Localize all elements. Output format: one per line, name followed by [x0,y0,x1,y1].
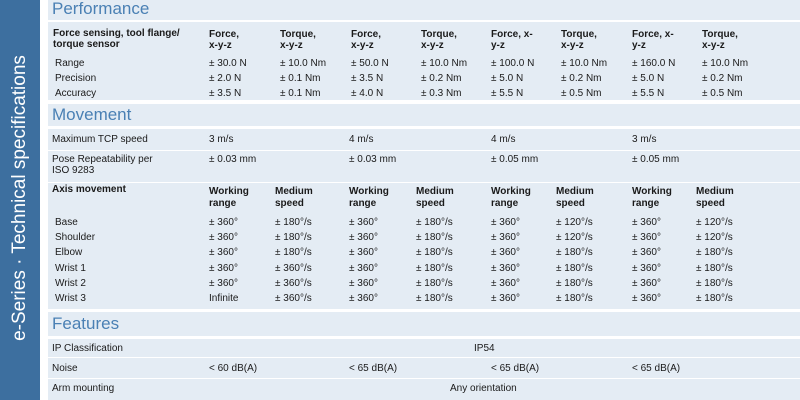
working-range-header-line2: range [632,198,660,209]
performance-col-header-line2: x-y-z [561,40,584,51]
axis-value: Infinite [209,293,239,304]
performance-value: ± 0.2 Nm [561,73,602,84]
axis-value: ± 360° [491,247,520,258]
noise-value: < 65 dB(A) [491,363,540,374]
axis-value: ± 180°/s [696,247,733,258]
force-sensing-label-line1: Force sensing, tool flange/ [53,28,180,39]
performance-value: ± 10.0 Nm [702,58,749,69]
performance-col-header-line1: Torque, [280,29,316,40]
axis-value: ± 360° [491,217,520,228]
performance-value: ± 30.0 N [209,58,247,69]
axis-value: ± 360° [491,293,520,304]
axis-name: Wrist 2 [55,278,86,289]
axis-value: ± 180°/s [416,247,453,258]
medium-speed-header-line2: speed [556,198,585,209]
axis-value: ± 180°/s [696,293,733,304]
arm-row-band [48,379,800,400]
working-range-header-line2: range [349,198,377,209]
ip-classification-label: IP Classification [52,343,123,354]
performance-value: ± 5.5 N [491,88,524,99]
axis-value: ± 180°/s [556,247,593,258]
performance-value: ± 5.5 N [632,88,665,99]
working-range-header-line1: Working [209,186,249,197]
axis-value: ± 120°/s [696,232,733,243]
sidebar [0,0,40,400]
performance-value: ± 10.0 Nm [280,58,327,69]
working-range-header-line1: Working [632,186,672,197]
performance-value: ± 0.1 Nm [280,73,321,84]
features-heading: Features [48,312,800,336]
performance-value: ± 4.0 N [351,88,384,99]
medium-speed-header-line2: speed [416,198,445,209]
medium-speed-header-line2: speed [696,198,725,209]
axis-value: ± 360° [491,278,520,289]
axis-value: ± 180°/s [696,263,733,274]
axis-value: ± 180°/s [556,263,593,274]
working-range-header-line2: range [209,198,237,209]
performance-row-label: Precision [55,73,97,84]
arm-mounting-value: Any orientation [450,383,517,394]
performance-col-header-line2: x-y-z [209,40,232,51]
axis-value: ± 120°/s [696,217,733,228]
pose-repeatability-label-line1: Pose Repeatability per [52,154,153,165]
performance-col-header-line2: x-y-z [351,40,374,51]
axis-name: Wrist 1 [55,263,86,274]
medium-speed-header-line1: Medium [556,186,594,197]
axis-value: ± 360° [349,263,378,274]
pose-repeatability-value: ± 0.03 mm [209,154,257,165]
axis-value: ± 360° [491,232,520,243]
performance-col-header-line1: Torque, [421,29,457,40]
performance-col-header-line2: x-y-z [702,40,725,51]
performance-value: ± 0.5 Nm [702,88,743,99]
axis-value: ± 360° [209,278,238,289]
performance-value: ± 0.5 Nm [561,88,602,99]
performance-col-header-line2: y-z [491,40,505,51]
axis-value: ± 360° [632,232,661,243]
axis-value: ± 120°/s [556,217,593,228]
performance-value: ± 100.0 N [491,58,535,69]
performance-value: ± 0.3 Nm [421,88,462,99]
performance-value: ± 5.0 N [632,73,665,84]
performance-value: ± 3.5 N [351,73,384,84]
noise-value: < 60 dB(A) [209,363,258,374]
performance-value: ± 10.0 Nm [561,58,608,69]
performance-col-header-line1: Force, x- [632,29,674,40]
movement-heading: Movement [48,104,800,126]
axis-value: ± 360° [491,263,520,274]
axis-value: ± 180°/s [556,278,593,289]
tcp-speed-value: 4 m/s [349,134,374,145]
tcp-speed-value: 3 m/s [209,134,234,145]
axis-value: ± 360° [632,247,661,258]
medium-speed-header-line1: Medium [696,186,734,197]
performance-col-header-line2: y-z [632,40,646,51]
performance-value: ± 0.2 Nm [702,73,743,84]
tcp-speed-value: 4 m/s [491,134,516,145]
performance-value: ± 50.0 N [351,58,389,69]
axis-value: ± 120°/s [556,232,593,243]
spec-sheet [48,0,800,400]
axis-value: ± 360° [349,293,378,304]
noise-value: < 65 dB(A) [349,363,398,374]
performance-value: ± 160.0 N [632,58,676,69]
tcp-speed-value: 3 m/s [632,134,657,145]
axis-value: ± 360°/s [275,278,312,289]
axis-value: ± 180°/s [416,232,453,243]
axis-name: Wrist 3 [55,293,86,304]
axis-value: ± 180°/s [416,217,453,228]
performance-value: ± 5.0 N [491,73,524,84]
tcp-row-band [48,129,800,150]
axis-value: ± 360° [349,278,378,289]
medium-speed-header-line2: speed [275,198,304,209]
axis-value: ± 360°/s [275,263,312,274]
axis-movement-label: Axis movement [52,184,126,195]
performance-value: ± 3.5 N [209,88,242,99]
noise-label: Noise [52,363,78,374]
axis-value: ± 180°/s [275,217,312,228]
performance-col-header-line1: Force, x- [491,29,533,40]
pose-row-band [48,151,800,182]
medium-speed-header-line1: Medium [416,186,454,197]
performance-col-header-line1: Torque, [702,29,738,40]
axis-value: ± 360° [209,247,238,258]
performance-col-header-line1: Force, [351,29,382,40]
working-range-header-line1: Working [491,186,531,197]
performance-value: ± 10.0 Nm [421,58,468,69]
force-sensing-label-line2: torque sensor [53,39,120,50]
sidebar-label: e-Series · Technical specifications [9,55,30,341]
axis-value: ± 360° [349,217,378,228]
performance-value: ± 0.1 Nm [280,88,321,99]
pose-repeatability-value: ± 0.03 mm [349,154,397,165]
axis-value: ± 360° [349,247,378,258]
performance-col-header-line2: x-y-z [421,40,444,51]
axis-value: ± 360° [632,293,661,304]
noise-value: < 65 dB(A) [632,363,681,374]
axis-value: ± 360° [209,232,238,243]
axis-value: ± 360°/s [275,293,312,304]
axis-value: ± 180°/s [556,293,593,304]
axis-value: ± 360° [632,263,661,274]
axis-name: Elbow [55,247,83,258]
performance-row-label: Range [55,58,85,69]
arm-mounting-label: Arm mounting [52,383,115,394]
axis-value: ± 360° [209,263,238,274]
pose-repeatability-label-line2: ISO 9283 [52,165,95,176]
performance-heading: Performance [48,0,800,20]
tcp-speed-label: Maximum TCP speed [52,134,148,145]
ip-classification-value: IP54 [474,343,495,354]
axis-value: ± 180°/s [275,232,312,243]
axis-name: Base [55,217,78,228]
performance-value: ± 2.0 N [209,73,242,84]
working-range-header-line2: range [491,198,519,209]
ip-row-band [48,339,800,357]
axis-value: ± 180°/s [696,278,733,289]
pose-repeatability-value: ± 0.05 mm [491,154,539,165]
axis-value: ± 360° [632,217,661,228]
working-range-header-line1: Working [349,186,389,197]
performance-col-header-line2: x-y-z [280,40,303,51]
pose-repeatability-value: ± 0.05 mm [632,154,680,165]
performance-row-label: Accuracy [55,88,97,99]
axis-value: ± 360° [209,217,238,228]
axis-value: ± 360° [349,232,378,243]
axis-value: ± 180°/s [416,263,453,274]
performance-col-header-line1: Force, [209,29,240,40]
axis-value: ± 180°/s [416,278,453,289]
axis-name: Shoulder [55,232,96,243]
performance-col-header-line1: Torque, [561,29,597,40]
axis-value: ± 360° [632,278,661,289]
medium-speed-header-line1: Medium [275,186,313,197]
axis-value: ± 180°/s [275,247,312,258]
axis-value: ± 180°/s [416,293,453,304]
performance-value: ± 0.2 Nm [421,73,462,84]
noise-row-band [48,358,800,378]
